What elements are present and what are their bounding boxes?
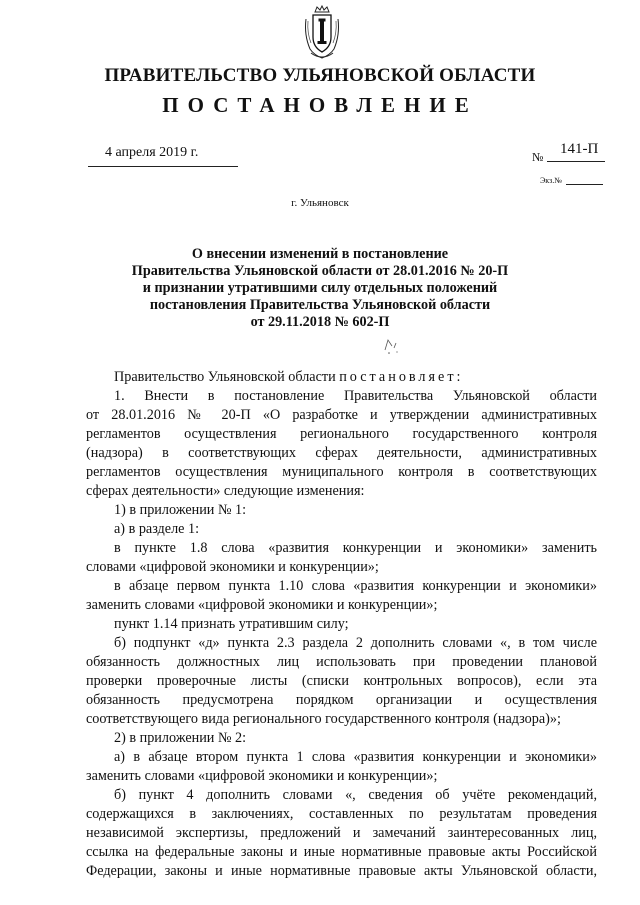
body-line: регламентов осуществления регионального государственного контроля xyxy=(86,426,597,442)
body-line: б) пункт 4 дополнить словами «, сведения об учёте рекомендаций, xyxy=(114,787,597,803)
city-name: г. Ульяновск xyxy=(291,197,349,209)
body-line: в пункте 1.8 слова «развития конкуренции и экономики» заменить xyxy=(114,540,597,556)
body-line: а) в разделе 1: xyxy=(114,521,200,537)
body-line: а) в абзаце втором пункта 1 слова «развития конкуренции и экономики» xyxy=(114,749,597,765)
decree-date: 4 апреля 2019 г. xyxy=(105,145,199,160)
subject-line: О внесении изменений в постановление xyxy=(191,246,449,262)
ulyanovsk-coat-of-arms-icon xyxy=(302,5,342,61)
body-line: обязанность предусмотрена порядком организации и осуществления xyxy=(86,692,597,708)
body-line: содержащихся в заключениях, составленных по результатам проведения xyxy=(86,806,597,822)
number-prefix: № xyxy=(532,150,544,164)
number-underline xyxy=(547,161,605,162)
body-line: 2) в приложении № 2: xyxy=(114,730,247,746)
subject-line: от 29.11.2018 № 602-П xyxy=(250,314,390,330)
subject-line: Правительства Ульяновской области от 28.01.2016 № 20-П xyxy=(131,263,509,279)
handwritten-mark xyxy=(380,336,404,356)
body-text: Правительство Ульяновской области xyxy=(114,369,336,385)
body-line xyxy=(114,368,597,387)
body-line: 1. Внести в постановление Правительства Ульяновской области xyxy=(114,388,597,404)
body-line: соответствующего вида регионального государственного контроля (надзора)»; xyxy=(86,711,561,727)
copy-number-underline xyxy=(566,184,603,185)
subject-line: и признании утратившими силу отдельных положений xyxy=(142,280,498,296)
document-type: ПОСТАНОВЛЕНИЕ xyxy=(162,93,478,117)
body-line: заменить словами «цифровой экономики и конкуренции»; xyxy=(86,597,438,613)
body-line: пункт 1.14 признать утратившим силу; xyxy=(114,616,349,632)
subject-line: постановления Правительства Ульяновской области xyxy=(149,297,491,313)
body-line: (надзора) в соответствующих сферах деятельности, административных xyxy=(86,445,597,461)
government-name: ПРАВИТЕЛЬСТВО УЛЬЯНОВСКОЙ ОБЛАСТИ xyxy=(104,65,536,86)
body-line: обязанность должностных лиц использовать при проведении плановой xyxy=(86,654,597,670)
body-line: проверки проверочные листы (списки контрольных вопросов), если эта xyxy=(86,673,597,689)
body-emphasis: постановляет: xyxy=(339,369,464,385)
body-line: Федерации, законы и иные нормативные правовые акты Ульяновской области, xyxy=(86,863,597,879)
copy-number-label: Экз.№ xyxy=(540,176,562,185)
date-underline xyxy=(88,166,238,167)
decree-subject xyxy=(0,246,640,331)
body-line: 1) в приложении № 1: xyxy=(114,502,247,518)
body-line: заменить словами «цифровой экономики и конкуренции»; xyxy=(86,768,438,784)
body-line: ссылка на федеральные законы и иные нормативные правовые акты Российской xyxy=(86,844,597,860)
body-line: сферах деятельности» следующие изменения: xyxy=(86,483,365,499)
body-line: в абзаце первом пункта 1.10 слова «развития конкуренции и экономики» xyxy=(114,578,597,594)
body-line: независимой экспертизы, предложений и замечаний заинтересованных лиц, xyxy=(86,825,597,841)
body-line: б) подпункт «д» пункта 2.3 раздела 2 дополнить словами «, в том числе xyxy=(114,635,597,651)
body-line: регламентов осуществления муниципального контроля в соответствующих xyxy=(86,464,597,480)
body-line: словами «цифровой экономики и конкуренции»; xyxy=(86,559,379,575)
body-line: от 28.01.2016 № 20-П «О разработке и утверждении административных xyxy=(86,407,597,423)
decree-number: 141-П xyxy=(560,141,599,157)
